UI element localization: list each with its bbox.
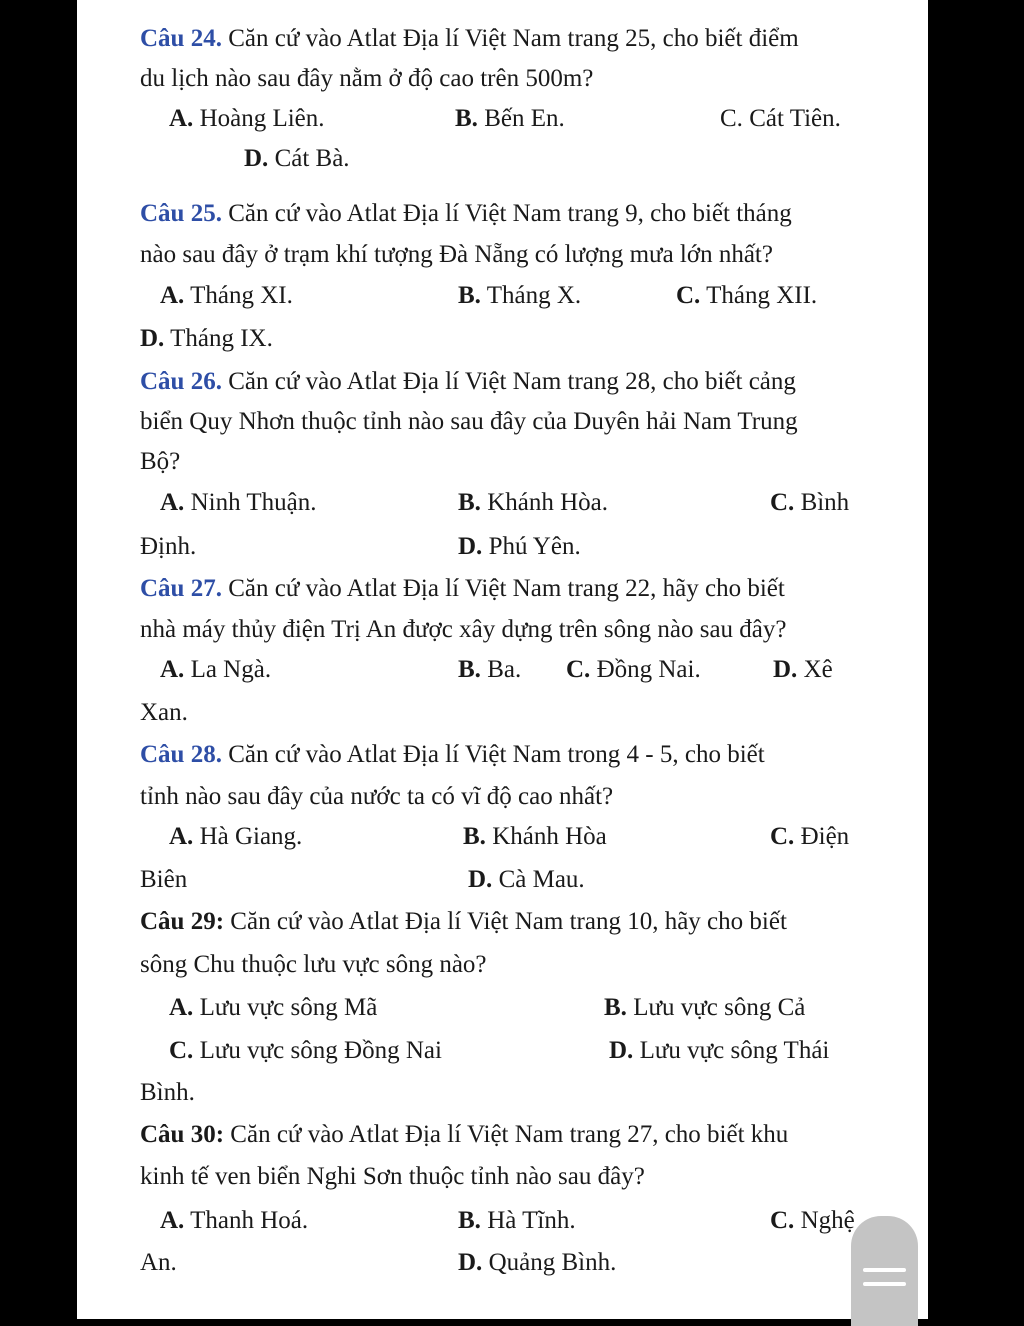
question-27-option-b: B. Ba. bbox=[458, 656, 522, 683]
question-27-line-1: Câu 27. Căn cứ vào Atlat Địa lí Việt Nam trang 22, hãy cho biết bbox=[140, 575, 785, 602]
question-29-option-b: B. Lưu vực sông Cả bbox=[604, 994, 806, 1021]
question-25-option-a: A. Tháng XI. bbox=[160, 282, 293, 309]
question-25-option-d: D. Tháng IX. bbox=[140, 325, 273, 352]
question-25-line-1: Câu 25. Căn cứ vào Atlat Địa lí Việt Nam trang 9, cho biết tháng bbox=[140, 200, 792, 227]
question-30-option-d: D. Quảng Bình. bbox=[458, 1249, 617, 1276]
question-28-option-d: D. Cà Mau. bbox=[468, 866, 585, 893]
question-24-option-a: A. Hoàng Liên. bbox=[169, 105, 325, 132]
question-26-option-c-continued: Định. bbox=[140, 533, 197, 560]
question-25-line-2: nào sau đây ở trạm khí tượng Đà Nẵng có lượng mưa lớn nhất? bbox=[140, 241, 773, 268]
floating-menu-button[interactable] bbox=[851, 1216, 918, 1326]
question-30-label: Câu 30: bbox=[140, 1121, 225, 1148]
question-26-label: Câu 26. bbox=[140, 368, 222, 395]
question-27-option-a: A. La Ngà. bbox=[160, 656, 272, 683]
question-24-option-c: C. Cát Tiên. bbox=[720, 105, 841, 132]
question-27-label: Câu 27. bbox=[140, 575, 222, 602]
question-28-option-b: B. Khánh Hòa bbox=[463, 823, 607, 850]
question-24-line-2: du lịch nào sau đây nằm ở độ cao trên 500m? bbox=[140, 65, 594, 92]
document-page bbox=[77, 0, 928, 1319]
question-28-label: Câu 28. bbox=[140, 741, 222, 768]
question-25-option-b: B. Tháng X. bbox=[458, 282, 582, 309]
question-26-option-d: D. Phú Yên. bbox=[458, 533, 581, 560]
question-26-line-3: Bộ? bbox=[140, 448, 181, 475]
question-29-option-d: D. Lưu vực sông Thái bbox=[609, 1037, 830, 1064]
question-28-line-2: tỉnh nào sau đây của nước ta có vĩ độ cao nhất? bbox=[140, 783, 614, 810]
question-24-option-d: D. Cát Bà. bbox=[244, 145, 350, 172]
question-24-option-b: B. Bến En. bbox=[455, 105, 565, 132]
question-29-line-2: sông Chu thuộc lưu vực sông nào? bbox=[140, 951, 487, 978]
question-30-option-b: B. Hà Tĩnh. bbox=[458, 1207, 576, 1234]
question-29-line-1: Câu 29: Căn cứ vào Atlat Địa lí Việt Nam trang 10, hãy cho biết bbox=[140, 908, 787, 935]
question-28-option-a: A. Hà Giang. bbox=[169, 823, 303, 850]
question-27-option-c: C. Đồng Nai. bbox=[566, 656, 701, 683]
question-30-option-c-continued: An. bbox=[140, 1249, 177, 1276]
question-27-option-d-continued: Xan. bbox=[140, 699, 188, 726]
question-24-label: Câu 24. bbox=[140, 25, 222, 52]
question-27-line-2: nhà máy thủy điện Trị An được xây dựng trên sông nào sau đây? bbox=[140, 616, 787, 643]
question-25-label: Câu 25. bbox=[140, 200, 222, 227]
question-28-option-c: C. Điện bbox=[770, 823, 850, 850]
question-29-option-d-continued: Bình. bbox=[140, 1079, 195, 1106]
question-30-line-1: Câu 30: Căn cứ vào Atlat Địa lí Việt Nam trang 27, cho biết khu bbox=[140, 1121, 789, 1148]
question-25-option-c: C. Tháng XII. bbox=[676, 282, 818, 309]
question-29-option-c: C. Lưu vực sông Đồng Nai bbox=[169, 1037, 442, 1064]
question-26-option-a: A. Ninh Thuận. bbox=[160, 489, 317, 516]
question-26-option-b: B. Khánh Hòa. bbox=[458, 489, 608, 516]
question-29-label: Câu 29: bbox=[140, 908, 225, 935]
question-26-option-c: C. Bình bbox=[770, 489, 850, 516]
question-27-option-d: D. Xê bbox=[773, 656, 833, 683]
question-26-line-2: biển Quy Nhơn thuộc tỉnh nào sau đây của Duyên hải Nam Trung bbox=[140, 408, 798, 435]
question-30-option-c: C. Nghệ bbox=[770, 1207, 855, 1234]
question-30-option-a: A. Thanh Hoá. bbox=[160, 1207, 309, 1234]
question-28-option-c-continued: Biên bbox=[140, 866, 188, 893]
question-28-line-1: Câu 28. Căn cứ vào Atlat Địa lí Việt Nam trong 4 - 5, cho biết bbox=[140, 741, 765, 768]
question-24-line-1: Câu 24. Căn cứ vào Atlat Địa lí Việt Nam trang 25, cho biết điểm bbox=[140, 25, 799, 52]
question-26-line-1: Câu 26. Căn cứ vào Atlat Địa lí Việt Nam trang 28, cho biết cảng bbox=[140, 368, 796, 395]
question-29-option-a: A. Lưu vực sông Mã bbox=[169, 994, 378, 1021]
question-30-line-2: kinh tế ven biển Nghi Sơn thuộc tỉnh nào sau đây? bbox=[140, 1163, 645, 1190]
